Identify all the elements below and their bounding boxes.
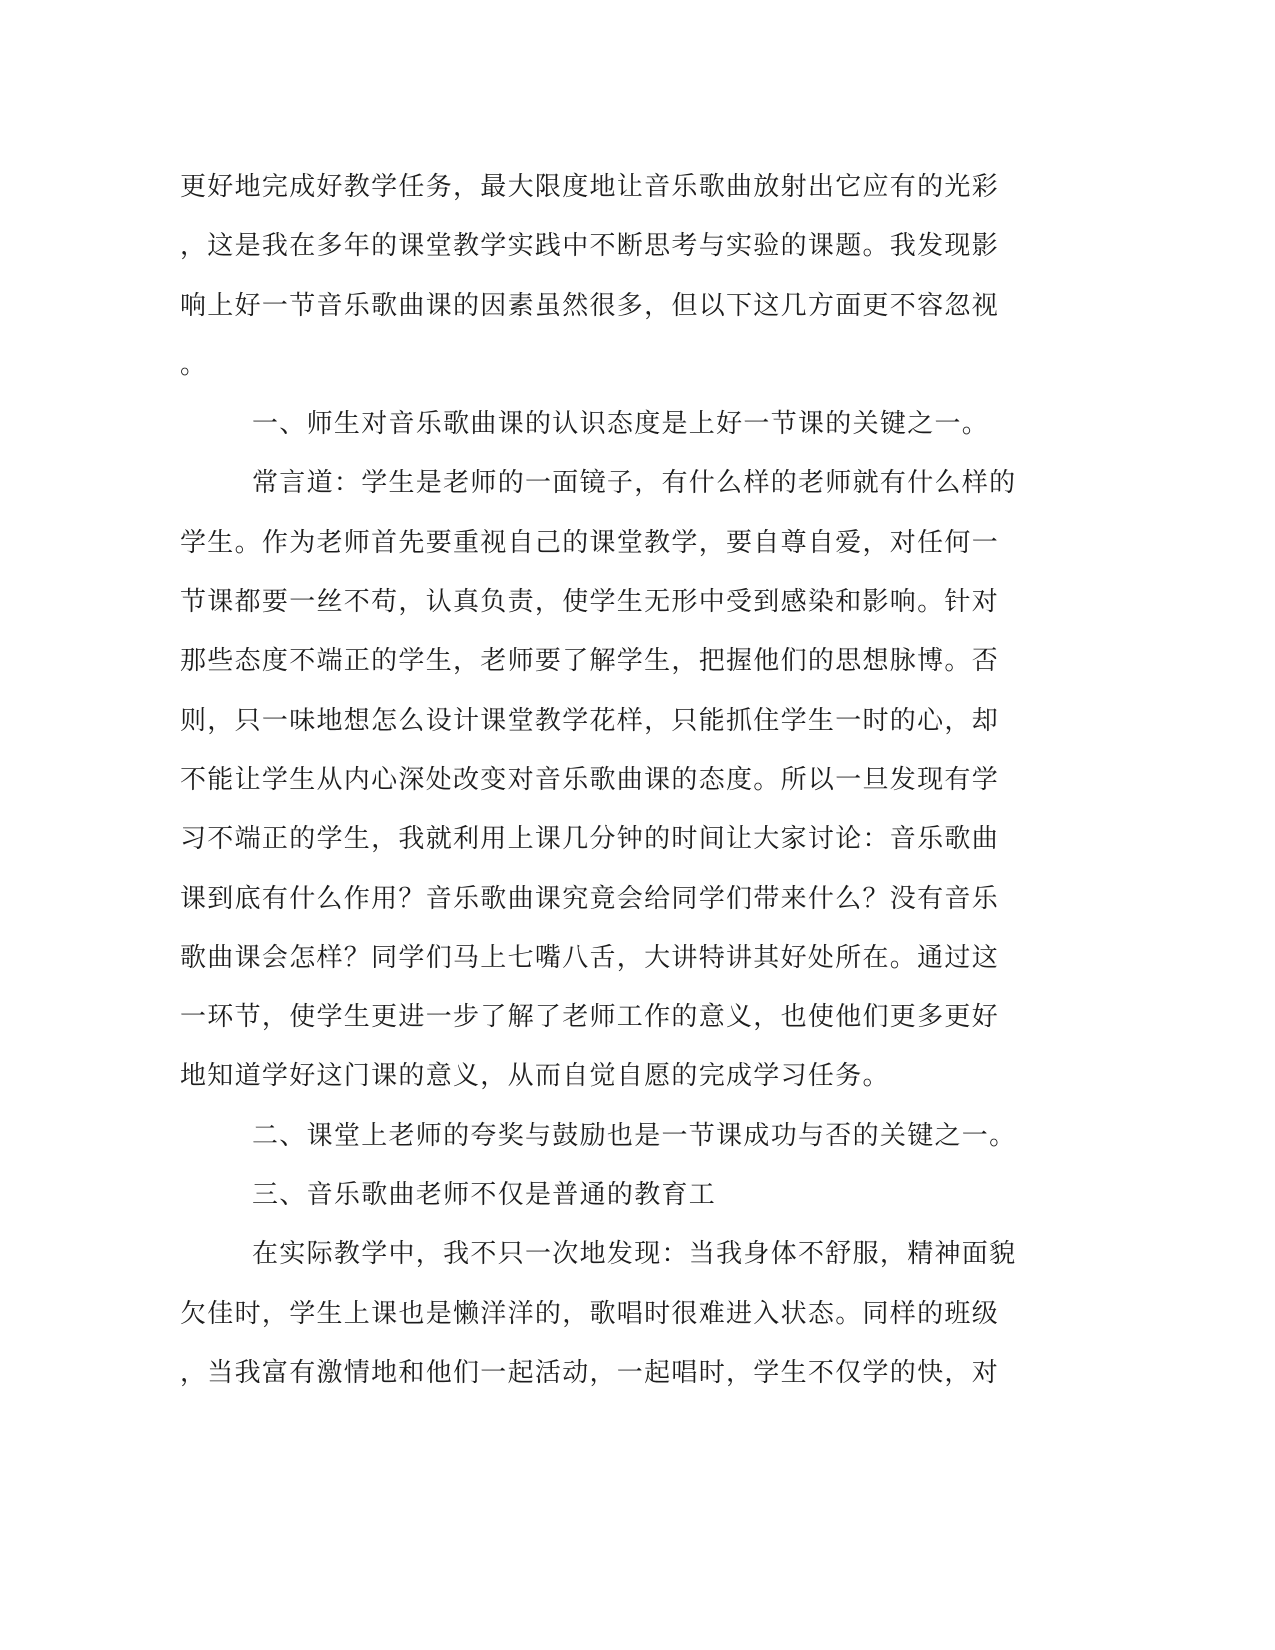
section-heading-1: 一、师生对音乐歌曲课的认识态度是上好一节课的关键之一。 xyxy=(252,409,990,440)
text-line: 习不端正的学生，我就利用上课几分钟的时间让大家讨论：音乐歌曲 xyxy=(180,824,1000,855)
text-line: ，这是我在多年的课堂教学实践中不断思考与实验的课题。我发现影 xyxy=(180,231,1000,262)
paragraph-start: 常言道：学生是老师的一面镜子，有什么样的老师就有什么样的 xyxy=(252,468,1017,499)
text-line: 响上好一节音乐歌曲课的因素虽然很多，但以下这几方面更不容忽视 xyxy=(180,290,1000,321)
body-text xyxy=(180,158,1040,1403)
paragraph-start: 在实际教学中，我不只一次地发现：当我身体不舒服，精神面貌 xyxy=(252,1239,1017,1270)
text-line: 欠佳时，学生上课也是懒洋洋的，歌唱时很难进入状态。同样的班级 xyxy=(180,1298,1000,1329)
text-line: 节课都要一丝不苟，认真负责，使学生无形中受到感染和影响。针对 xyxy=(180,587,1000,618)
text-line: 不能让学生从内心深处改变对音乐歌曲课的态度。所以一旦发现有学 xyxy=(180,764,1000,795)
text-line: 更好地完成好教学任务，最大限度地让音乐歌曲放射出它应有的光彩 xyxy=(180,172,1000,202)
text-line: 课到底有什么作用？音乐歌曲课究竟会给同学们带来什么？没有音乐 xyxy=(180,883,1000,914)
text-line: 地知道学好这门课的意义，从而自觉自愿的完成学习任务。 xyxy=(180,1061,890,1092)
section-heading-3: 三、音乐歌曲老师不仅是普通的教育工 xyxy=(252,1180,717,1211)
text-line: 歌曲课会怎样？同学们马上七嘴八舌，大讲特讲其好处所在。通过这 xyxy=(180,942,1000,973)
text-line: 学生。作为老师首先要重视自己的课堂教学，要自尊自爱，对任何一 xyxy=(180,527,1000,558)
text-line: ，当我富有激情地和他们一起活动，一起唱时，学生不仅学的快，对 xyxy=(180,1357,1000,1388)
text-line: 一环节，使学生更进一步了解了老师工作的意义，也使他们更多更好 xyxy=(180,1002,1000,1033)
text-line: 那些态度不端正的学生，老师要了解学生，把握他们的思想脉博。否 xyxy=(180,646,1000,677)
text-line: 。 xyxy=(180,349,208,380)
section-heading-2: 二、课堂上老师的夸奖与鼓励也是一节课成功与否的关键之一。 xyxy=(252,1120,1017,1151)
text-line: 则，只一味地想怎么设计课堂教学花样，只能抓住学生一时的心，却 xyxy=(180,705,1000,736)
